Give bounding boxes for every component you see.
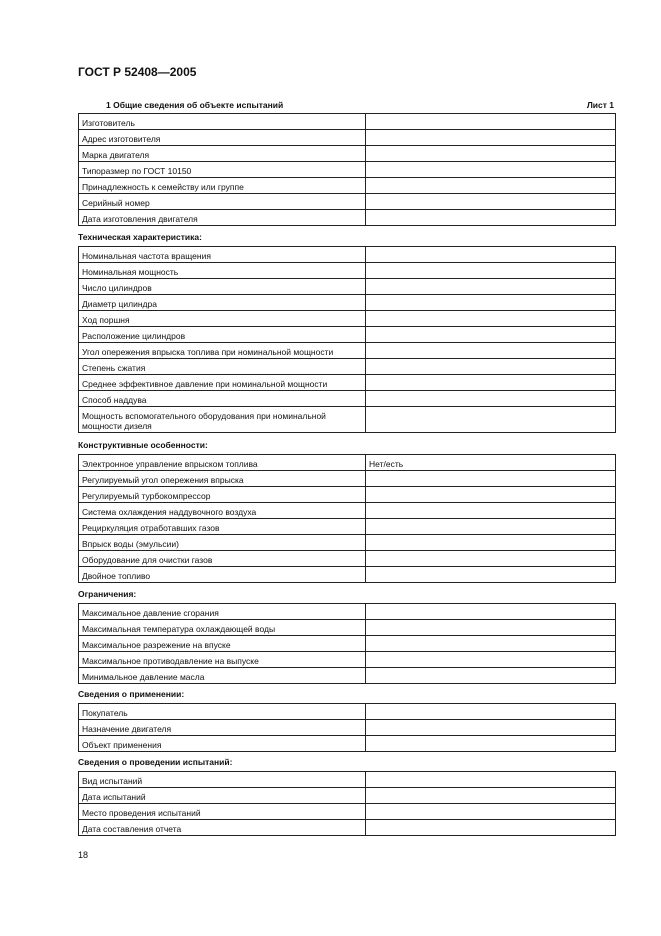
- row-value-field[interactable]: [366, 567, 616, 583]
- row-label: Угол опережения впрыска топлива при номинальной мощности: [79, 343, 366, 359]
- table-row: [79, 343, 616, 359]
- row-label: Способ наддува: [79, 391, 366, 407]
- row-value-field[interactable]: Нет/есть: [366, 455, 616, 471]
- row-value-field[interactable]: [366, 551, 616, 567]
- table-row: [79, 704, 616, 720]
- row-value-field[interactable]: [366, 247, 616, 263]
- table-row: [79, 178, 616, 194]
- row-value-field[interactable]: [366, 359, 616, 375]
- row-label: Принадлежность к семейству или группе: [79, 178, 366, 194]
- row-value-field[interactable]: [366, 327, 616, 343]
- row-value-field[interactable]: [366, 503, 616, 519]
- table-row: [79, 652, 616, 668]
- row-value-field[interactable]: [366, 391, 616, 407]
- row-value-field[interactable]: [366, 295, 616, 311]
- row-value-field[interactable]: [366, 375, 616, 391]
- block-general: [78, 113, 615, 226]
- table-row: [79, 788, 616, 804]
- table-row: [79, 210, 616, 226]
- row-label: Дата испытаний: [79, 788, 366, 804]
- table-row: [79, 620, 616, 636]
- form-table: [78, 113, 616, 226]
- table-row: [79, 146, 616, 162]
- row-value-field[interactable]: [366, 820, 616, 836]
- table-row: [79, 804, 616, 820]
- block-title: Ограничения:: [78, 589, 137, 599]
- row-label: Объект применения: [79, 736, 366, 752]
- form-table: [78, 703, 616, 752]
- row-label: Рециркуляция отработавших газов: [79, 519, 366, 535]
- table-row: [79, 567, 616, 583]
- row-value-field[interactable]: [366, 178, 616, 194]
- sheet-label: Лист 1: [586, 100, 614, 110]
- table-row: [79, 487, 616, 503]
- row-value-field[interactable]: [366, 604, 616, 620]
- block-title: Сведения о применении:: [78, 689, 185, 699]
- block-design: [78, 439, 615, 583]
- row-label: Максимальное разрежение на впуске: [79, 636, 366, 652]
- row-label: Двойное топливо: [79, 567, 366, 583]
- row-value-field[interactable]: [366, 652, 616, 668]
- table-row: [79, 114, 616, 130]
- table-row: [79, 668, 616, 684]
- table-row: [79, 720, 616, 736]
- block-title: Конструктивные особенности:: [78, 440, 208, 450]
- row-value-field[interactable]: [366, 772, 616, 788]
- row-label: Диаметр цилиндра: [79, 295, 366, 311]
- row-label: Максимальная температура охлаждающей воды: [79, 620, 366, 636]
- row-label: Типоразмер по ГОСТ 10150: [79, 162, 366, 178]
- row-label: Мощность вспомогательного оборудования при номинальной мощности дизеля: [79, 407, 366, 433]
- row-value-field[interactable]: [366, 788, 616, 804]
- table-row: [79, 359, 616, 375]
- table-row: [79, 551, 616, 567]
- table-row: [79, 194, 616, 210]
- row-value-field[interactable]: [366, 146, 616, 162]
- table-row: [79, 247, 616, 263]
- row-value-field[interactable]: [366, 279, 616, 295]
- row-value-field[interactable]: [366, 263, 616, 279]
- page-number: 18: [78, 850, 89, 860]
- row-label: Расположение цилиндров: [79, 327, 366, 343]
- row-value-field[interactable]: [366, 804, 616, 820]
- table-row: [79, 295, 616, 311]
- row-value-field[interactable]: [366, 704, 616, 720]
- block-application: [78, 688, 615, 752]
- row-label: Дата составления отчета: [79, 820, 366, 836]
- table-row: [79, 820, 616, 836]
- block-title: Техническая характеристика:: [78, 232, 202, 242]
- section-title: 1 Общие сведения об объекте испытаний: [106, 100, 284, 110]
- block-title: Сведения о проведении испытаний:: [78, 757, 233, 767]
- row-label: Серийный номер: [79, 194, 366, 210]
- row-value-field[interactable]: [366, 736, 616, 752]
- row-label: Назначение двигателя: [79, 720, 366, 736]
- row-label: Минимальное давление масла: [79, 668, 366, 684]
- row-label: Максимальное давление сгорания: [79, 604, 366, 620]
- block-tests: [78, 756, 615, 836]
- table-row: [79, 636, 616, 652]
- block-technical: [78, 231, 615, 433]
- table-row: [79, 455, 616, 471]
- doc-code: ГОСТ Р 52408—2005: [78, 65, 197, 79]
- table-row: [79, 519, 616, 535]
- row-label: Место проведения испытаний: [79, 804, 366, 820]
- row-label: Номинальная частота вращения: [79, 247, 366, 263]
- table-row: [79, 503, 616, 519]
- row-label: Степень сжатия: [79, 359, 366, 375]
- table-row: [79, 311, 616, 327]
- table-row: [79, 407, 616, 433]
- table-row: [79, 391, 616, 407]
- row-label: Вид испытаний: [79, 772, 366, 788]
- row-label: Регулируемый турбокомпрессор: [79, 487, 366, 503]
- row-label: Среднее эффективное давление при номинальной мощности: [79, 375, 366, 391]
- table-row: [79, 604, 616, 620]
- form-table: [78, 771, 616, 836]
- table-row: [79, 162, 616, 178]
- row-value-field[interactable]: [366, 130, 616, 146]
- table-row: [79, 471, 616, 487]
- row-label: Электронное управление впрыском топлива: [79, 455, 366, 471]
- table-row: [79, 279, 616, 295]
- table-row: [79, 535, 616, 551]
- row-label: Покупатель: [79, 704, 366, 720]
- row-label: Изготовитель: [79, 114, 366, 130]
- table-row: [79, 772, 616, 788]
- row-value-field[interactable]: [366, 519, 616, 535]
- row-value-field[interactable]: [366, 535, 616, 551]
- table-row: [79, 736, 616, 752]
- row-value-field[interactable]: [366, 471, 616, 487]
- row-label: Регулируемый угол опережения впрыска: [79, 471, 366, 487]
- row-value-field[interactable]: [366, 114, 616, 130]
- row-label: Система охлаждения наддувочного воздуха: [79, 503, 366, 519]
- row-value-field[interactable]: [366, 194, 616, 210]
- row-value-field[interactable]: [366, 162, 616, 178]
- form-table: [78, 603, 616, 684]
- form-table: [78, 246, 616, 433]
- row-label: Номинальная мощность: [79, 263, 366, 279]
- row-label: Впрыск воды (эмульсии): [79, 535, 366, 551]
- row-value-field[interactable]: [366, 311, 616, 327]
- block-limitations: [78, 588, 615, 684]
- table-row: [79, 327, 616, 343]
- row-value-field[interactable]: [366, 620, 616, 636]
- row-value-field[interactable]: [366, 210, 616, 226]
- row-label: Ход поршня: [79, 311, 366, 327]
- row-label: Число цилиндров: [79, 279, 366, 295]
- table-row: [79, 263, 616, 279]
- row-label: Максимальное противодавление на выпуске: [79, 652, 366, 668]
- table-row: [79, 375, 616, 391]
- row-value-field[interactable]: [366, 668, 616, 684]
- row-value-field[interactable]: [366, 720, 616, 736]
- row-value-field[interactable]: [366, 343, 616, 359]
- row-label: Адрес изготовителя: [79, 130, 366, 146]
- row-value-field[interactable]: [366, 487, 616, 503]
- row-label: Оборудование для очистки газов: [79, 551, 366, 567]
- table-row: [79, 130, 616, 146]
- row-label: Дата изготовления двигателя: [79, 210, 366, 226]
- row-value-field[interactable]: [366, 636, 616, 652]
- row-label: Марка двигателя: [79, 146, 366, 162]
- row-value-field[interactable]: [366, 407, 616, 433]
- form-table: [78, 454, 616, 583]
